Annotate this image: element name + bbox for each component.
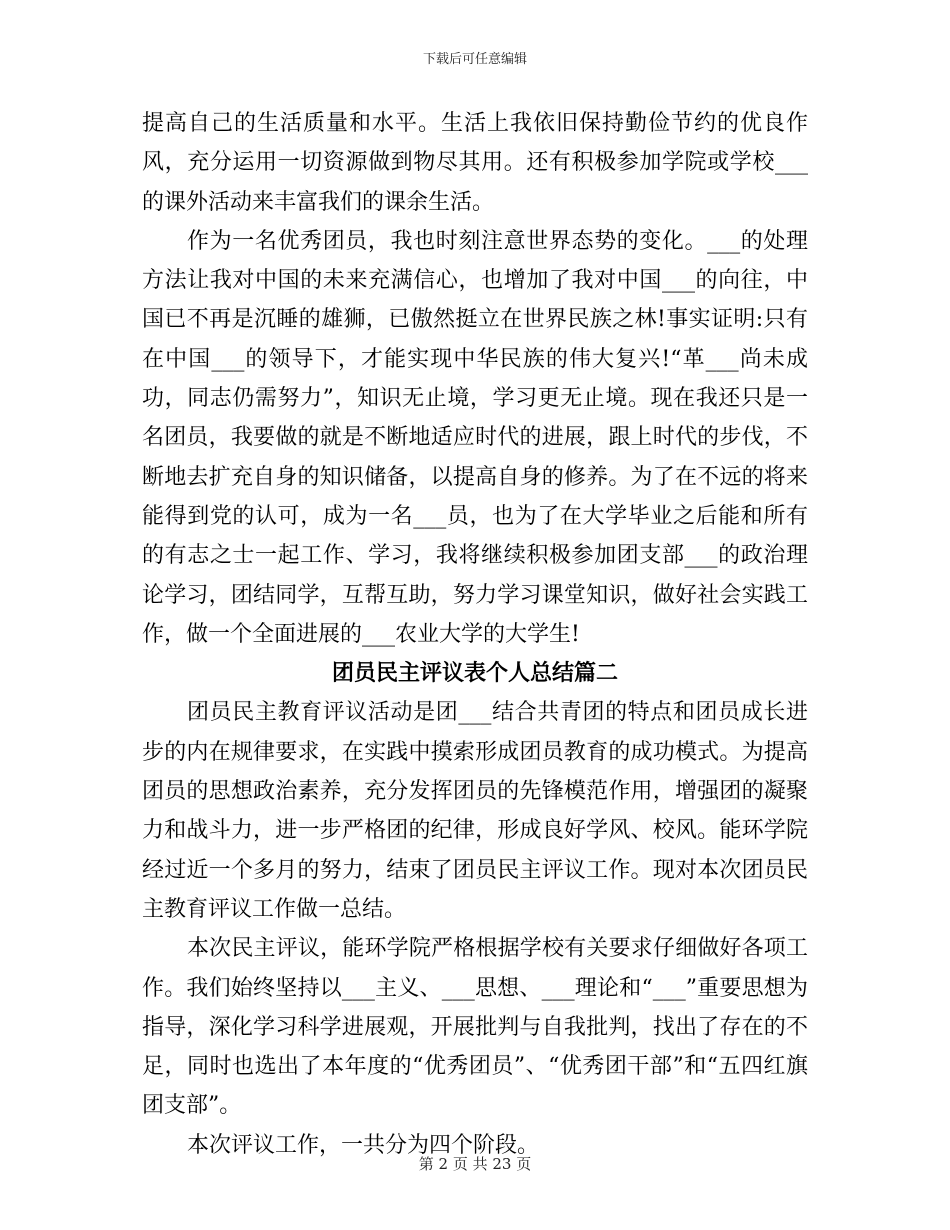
page-header: 下载后可任意编辑 — [422, 52, 527, 67]
paragraph: 本次评议工作，一共分为四个阶段。 — [187, 1132, 540, 1158]
paragraph: 作为一名优秀团员，我也时刻注意世界态势的变化。___的处理方法让我对中国的未来充满信心，也增加了我对中国___的向往，中国已不再是沉睡的雄狮，已傲然挺立在世界民族之林!事实证明:只有在中国___的领导下，才能实现中华民族的伟大复兴!“革___尚未成功，同志仍需努力”，知识无止境，学习更无止境。现在我还只是一名团员，我要做的就是不断地适应时代的进展，跟上时代的步伐，不断地去扩充自身的知识储备，以提高自身的修养。为了在不远的将来能得到党的认可，成为一名___员，也为了在大学毕业之后能和所有的有志之士一起工作、学习，我将继续积极参加团支部___的政治理论学习，团结同学，互帮互助，努力学习课堂知识，做好社会实践工作，做一个全面进展的___农业大学的大学生! — [142, 228, 808, 647]
paragraph: 团员民主教育评议活动是团___结合共青团的特点和团员成长进步的内在规律要求，在实践中摸索形成团员教育的成功模式。为提高团员的思想政治素养，充分发挥团员的先锋模范作用，增强团的凝聚力和战斗力，进一步严格团的纪律，形成良好学风、校风。能环学院经过近一个多月的努力，结束了团员民主评议工作。现对本次团员民主教育评议工作做一总结。 — [142, 700, 808, 922]
page-number: 第 2 页 共 23 页 — [418, 1155, 532, 1173]
paragraph: 本次民主评议，能环学院严格根据学校有关要求仔细做好各项工作。我们始终坚持以___主义、___思想、___理论和“___”重要思想为指导，深化学习科学进展观，开展批判与自我批判，找出了存在的不足，同时也选出了本年度的“优秀团员”、“优秀团干部”和“五四红旗团支部”。 — [142, 936, 808, 1119]
paragraph-continued: 提高自己的生活质量和水平。生活上我依旧保持勤俭节约的优良作风，充分运用一切资源做到物尽其用。还有积极参加学院或学校___的课外活动来丰富我们的课余生活。 — [142, 111, 808, 215]
document-body — [142, 104, 808, 1165]
section-heading: 团员民主评议表个人总结篇二 — [331, 660, 618, 687]
